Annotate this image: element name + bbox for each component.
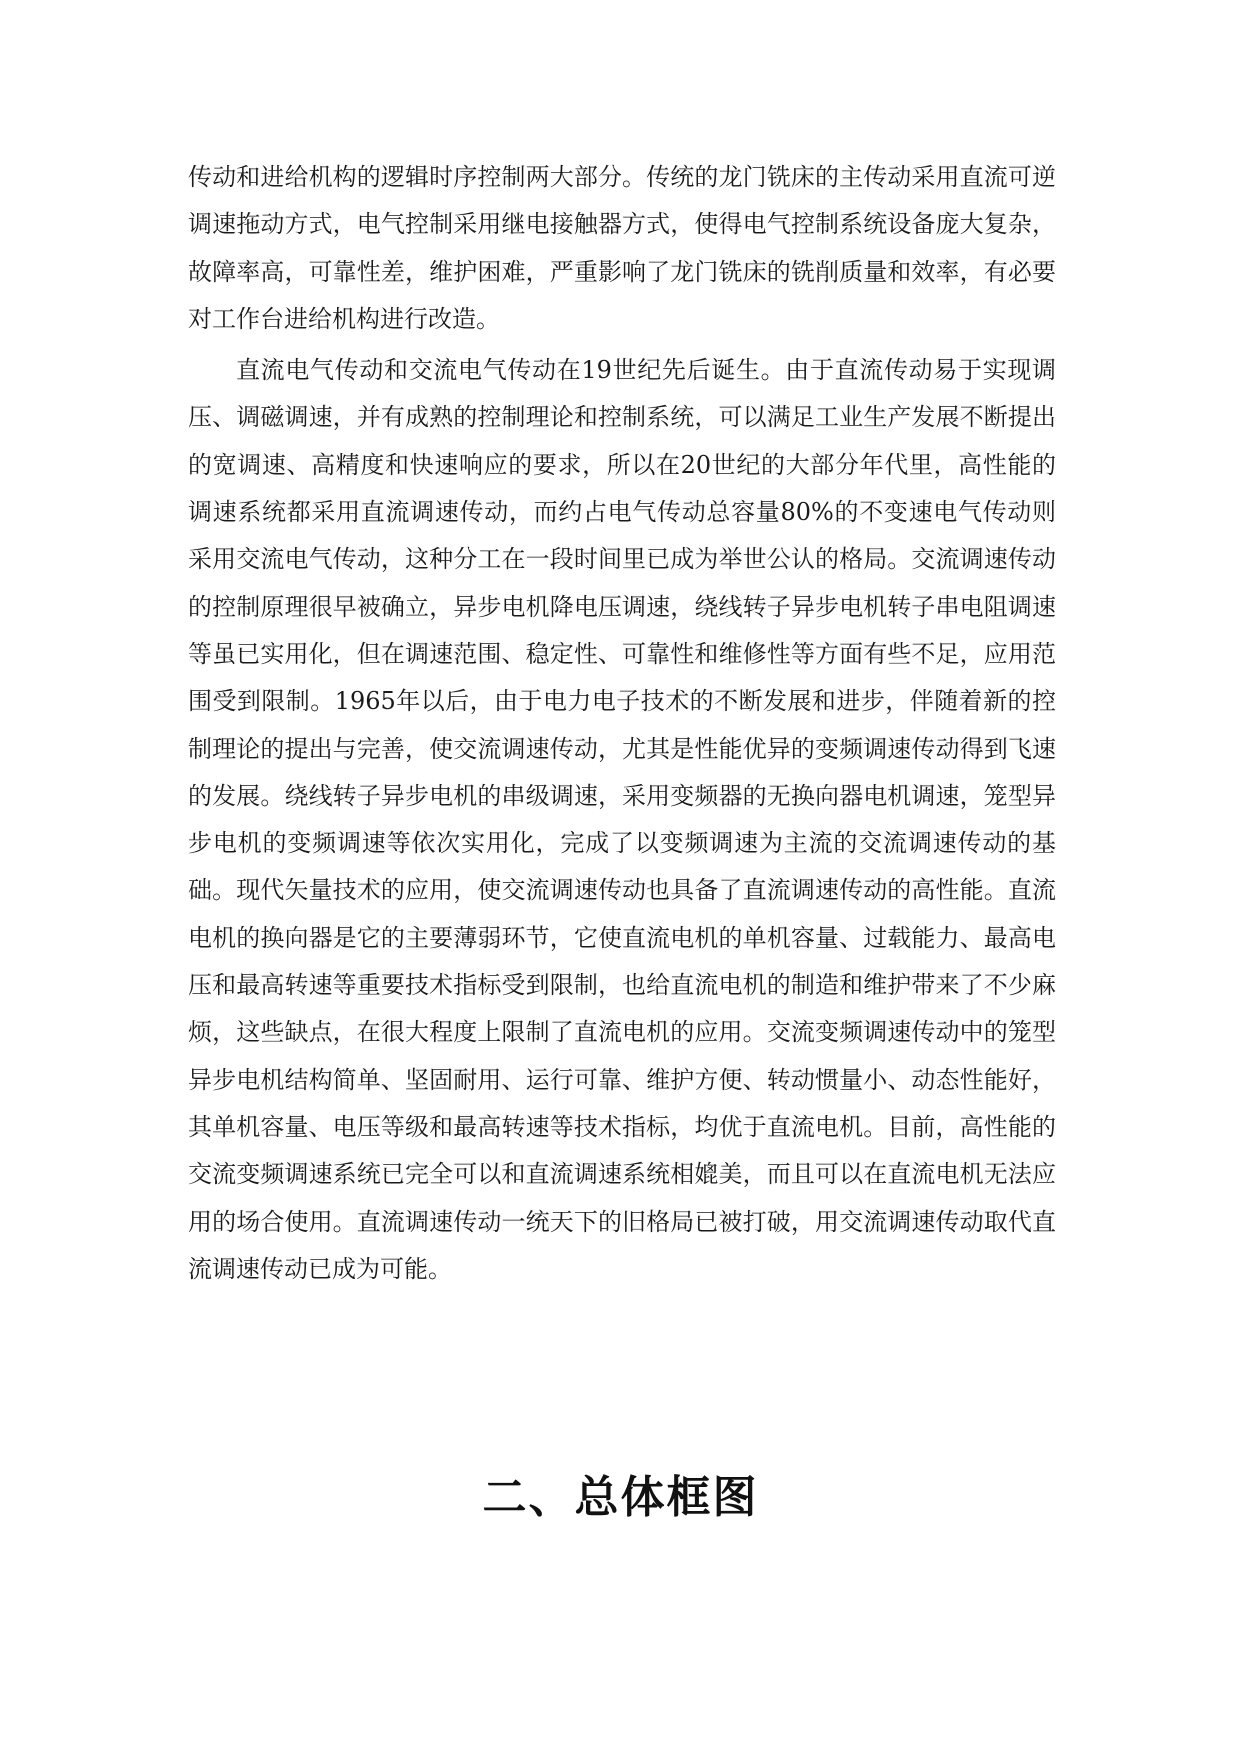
paragraph-continuation: 传动和进给机构的逻辑时序控制两大部分。传统的龙门铣床的主传动采用直流可逆调速拖动方式，电气控制采用继电接触器方式，使得电气控制系统设备庞大复杂，故障率高，可靠性差，维护困难，严重影响了龙门铣床的铣削质量和效率，有必要对工作台进给机构进行改造。 bbox=[188, 163, 1056, 333]
body-text bbox=[188, 154, 1056, 1293]
section-heading: 二、总体框图 bbox=[482, 1472, 759, 1523]
paragraph-dc-ac-drive-history: 直流电气传动和交流电气传动在19世纪先后诞生。由于直流传动易于实现调压、调磁调速，并有成熟的控制理论和控制系统，可以满足工业生产发展不断提出的宽调速、高精度和快速响应的要求，所以在20世纪的大部分年代里，高性能的调速系统都采用直流调速传动，而约占电气传动总容量80%的不变速电气传动则采用交流电气传动，这种分工在一段时间里已成为举世公认的格局。交流调速传动的控制原理很早被确立，异步电机降电压调速，绕线转子异步电机转子串电阻调速等虽已实用化，但在调速范围、稳定性、可靠性和维修性等方面有些不足，应用范围受到限制。1965年以后，由于电力电子技术的不断发展和进步，伴随着新的控制理论的提出与完善，使交流调速传动，尤其是性能优异的变频调速传动得到飞速的发展。绕线转子异步电机的串级调速，采用变频器的无换向器电机调速，笼型异步电机的变频调速等依次实用化，完成了以变频调速为主流的交流调速传动的基础。现代矢量技术的应用，使交流调速传动也具备了直流调速传动的高性能。直流电机的换向器是它的主要薄弱环节，它使直流电机的单机容量、过载能力、最高电压和最高转速等重要技术指标受到限制，也给直流电机的制造和维护带来了不少麻烦，这些缺点，在很大程度上限制了直流电机的应用。交流变频调速传动中的笼型异步电机结构简单、坚固耐用、运行可靠、维护方便、转动惯量小、动态性能好，其单机容量、电压等级和最高转速等技术指标，均优于直流电机。目前，高性能的交流变频调速系统已完全可以和直流调速系统相媲美，而且可以在直流电机无法应用的场合使用。直流调速传动一统天下的旧格局已被打破，用交流调速传动取代直流调速传动已成为可能。 bbox=[188, 356, 1056, 1283]
